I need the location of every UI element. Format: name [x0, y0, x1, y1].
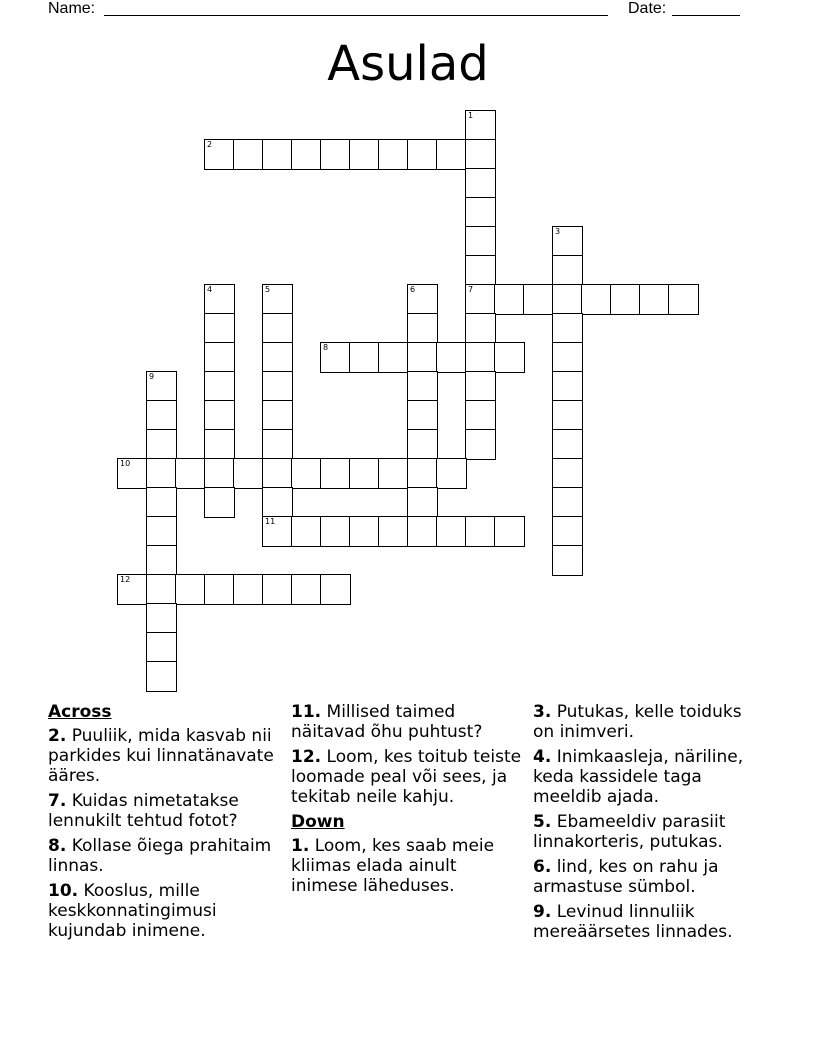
grid-cell[interactable]: [552, 342, 583, 373]
grid-cell[interactable]: [233, 574, 264, 605]
clue-number: 9.: [533, 902, 552, 922]
clue-down-5: [533, 812, 768, 852]
grid-cell[interactable]: [436, 139, 467, 170]
clues-column-2: [291, 702, 526, 901]
clue-number-label: 5: [265, 285, 271, 294]
clue-number-label: 4: [207, 285, 213, 294]
grid-cell[interactable]: [378, 139, 409, 170]
grid-cell[interactable]: [175, 458, 206, 489]
down-heading: Down: [291, 812, 345, 832]
grid-cell[interactable]: [146, 516, 177, 547]
grid-cell[interactable]: [349, 516, 380, 547]
grid-cell[interactable]: [262, 400, 293, 431]
clue-number: 10.: [48, 881, 79, 901]
grid-cell[interactable]: [552, 400, 583, 431]
grid-cell[interactable]: [233, 139, 264, 170]
grid-cell[interactable]: [378, 342, 409, 373]
grid-cell[interactable]: [262, 371, 293, 402]
grid-cell[interactable]: [146, 458, 177, 489]
clue-number: 12.: [291, 747, 322, 767]
grid-cell[interactable]: [349, 342, 380, 373]
grid-cell[interactable]: [175, 574, 206, 605]
grid-cell[interactable]: [320, 458, 351, 489]
grid-cell[interactable]: [291, 516, 322, 547]
grid-cell[interactable]: [204, 429, 235, 460]
name-label: Name:: [48, 0, 96, 17]
grid-cell[interactable]: [320, 139, 351, 170]
clue-number: 1.: [291, 836, 310, 856]
grid-cell[interactable]: [204, 342, 235, 373]
grid-cell[interactable]: [204, 284, 235, 315]
grid-cell[interactable]: [552, 487, 583, 518]
grid-cell[interactable]: [494, 516, 525, 547]
clue-number-label: 7: [468, 285, 474, 294]
grid-cell[interactable]: [465, 429, 496, 460]
grid-cell[interactable]: [436, 342, 467, 373]
grid-cell[interactable]: [204, 574, 235, 605]
grid-cell[interactable]: [291, 574, 322, 605]
grid-cell[interactable]: [552, 255, 583, 286]
grid-cell[interactable]: [146, 400, 177, 431]
grid-cell[interactable]: [146, 487, 177, 518]
grid-cell[interactable]: [262, 313, 293, 344]
clues-column-3: [533, 702, 768, 947]
grid-cell[interactable]: [378, 516, 409, 547]
clue-across-12: [291, 747, 526, 807]
grid-cell[interactable]: [291, 139, 322, 170]
grid-cell[interactable]: [552, 313, 583, 344]
grid-cell[interactable]: [146, 603, 177, 634]
grid-cell[interactable]: [465, 139, 496, 170]
grid-cell[interactable]: [436, 516, 467, 547]
clue-number: 4.: [533, 747, 552, 767]
grid-cell[interactable]: [204, 139, 235, 170]
date-label: Date:: [628, 0, 667, 17]
grid-cell[interactable]: [639, 284, 670, 315]
grid-cell[interactable]: [465, 400, 496, 431]
grid-cell[interactable]: [465, 371, 496, 402]
clue-text: Putukas, kelle toiduks on inimveri.: [533, 702, 742, 742]
clue-number-label: 3: [555, 227, 561, 236]
clue-number: 8.: [48, 836, 67, 856]
clue-number-label: 10: [120, 459, 131, 468]
clue-number-label: 2: [207, 140, 213, 149]
grid-cell[interactable]: [146, 661, 177, 692]
clue-number: 5.: [533, 812, 552, 832]
grid-cell[interactable]: [465, 110, 496, 141]
grid-cell[interactable]: [465, 168, 496, 199]
clue-down-3: [533, 702, 768, 742]
clue-down-4: [533, 747, 768, 807]
grid-cell[interactable]: [407, 487, 438, 518]
clues-column-1: [48, 702, 283, 946]
grid-cell[interactable]: [552, 458, 583, 489]
grid-cell[interactable]: [262, 516, 293, 547]
grid-cell[interactable]: [262, 429, 293, 460]
clue-text: Millised taimed näitavad õhu puhtust?: [291, 702, 483, 742]
clue-down-9: [533, 902, 768, 942]
grid-cell[interactable]: [407, 429, 438, 460]
grid-cell[interactable]: [668, 284, 699, 315]
clue-across-8: [48, 836, 283, 876]
grid-cell[interactable]: [349, 458, 380, 489]
grid-cell[interactable]: [552, 226, 583, 257]
grid-cell[interactable]: [262, 574, 293, 605]
grid-cell[interactable]: [465, 516, 496, 547]
clue-text: Kooslus, mille keskkonnatingimusi kujundab inimene.: [48, 881, 217, 941]
grid-cell[interactable]: [204, 400, 235, 431]
grid-cell[interactable]: [552, 516, 583, 547]
grid-cell[interactable]: [262, 342, 293, 373]
clue-number-label: 8: [323, 343, 329, 352]
grid-cell[interactable]: [465, 313, 496, 344]
grid-cell[interactable]: [146, 371, 177, 402]
grid-cell[interactable]: [465, 342, 496, 373]
grid-cell[interactable]: [465, 255, 496, 286]
grid-cell[interactable]: [465, 284, 496, 315]
grid-cell[interactable]: [204, 313, 235, 344]
grid-cell[interactable]: [349, 139, 380, 170]
grid-cell[interactable]: [436, 458, 467, 489]
grid-cell[interactable]: [407, 458, 438, 489]
grid-cell[interactable]: [320, 574, 351, 605]
clue-text: lind, kes on rahu ja armastuse sümbol.: [533, 857, 719, 897]
clue-number-label: 1: [468, 111, 474, 120]
grid-cell[interactable]: [146, 632, 177, 663]
clue-text: Kollase õiega prahitaim linnas.: [48, 836, 272, 876]
grid-cell[interactable]: [146, 545, 177, 576]
clue-text: Inimkaasleja, näriline, keda kassidele taga meeldib ajada.: [533, 747, 744, 807]
grid-cell[interactable]: [552, 429, 583, 460]
grid-cell[interactable]: [407, 342, 438, 373]
grid-cell[interactable]: [407, 313, 438, 344]
grid-cell[interactable]: [610, 284, 641, 315]
grid-cell[interactable]: [204, 371, 235, 402]
grid-cell[interactable]: [552, 371, 583, 402]
grid-cell[interactable]: [204, 487, 235, 518]
clue-across-11: [291, 702, 526, 742]
grid-cell[interactable]: [465, 226, 496, 257]
grid-cell[interactable]: [465, 197, 496, 228]
grid-cell[interactable]: [494, 284, 525, 315]
clue-number: 3.: [533, 702, 552, 722]
grid-cell[interactable]: [407, 139, 438, 170]
grid-cell[interactable]: [146, 429, 177, 460]
grid-cell[interactable]: [262, 284, 293, 315]
grid-cell[interactable]: [117, 574, 148, 605]
clue-number: 7.: [48, 791, 67, 811]
grid-cell[interactable]: [407, 400, 438, 431]
clue-text: Puuliik, mida kasvab nii parkides kui linnatänavate ääres.: [48, 726, 274, 786]
grid-cell[interactable]: [552, 545, 583, 576]
clue-text: Levinud linnuliik mereäärsetes linnades.: [533, 902, 733, 942]
clue-number-label: 6: [410, 285, 416, 294]
clue-number: 11.: [291, 702, 322, 722]
clue-number: 2.: [48, 726, 67, 746]
clue-text: Loom, kes toitub teiste loomade peal või sees, ja tekitab neile kahju.: [291, 747, 522, 807]
grid-cell[interactable]: [494, 342, 525, 373]
grid-cell[interactable]: [233, 458, 264, 489]
clue-number-label: 9: [149, 372, 155, 381]
page-title: Asulad: [327, 36, 489, 92]
clue-across-10: [48, 881, 283, 941]
grid-cell[interactable]: [117, 458, 148, 489]
clue-across-2: [48, 726, 283, 786]
clue-text: Loom, kes saab meie kliimas elada ainult inimese läheduses.: [291, 836, 495, 896]
clue-text: Kuidas nimetatakse lennukilt tehtud fotot?: [48, 791, 239, 831]
grid-cell[interactable]: [262, 487, 293, 518]
grid-cell[interactable]: [262, 458, 293, 489]
grid-cell[interactable]: [407, 516, 438, 547]
grid-cell[interactable]: [291, 458, 322, 489]
grid-cell[interactable]: [407, 371, 438, 402]
across-heading: Across: [48, 702, 112, 722]
grid-cell[interactable]: [204, 458, 235, 489]
clue-down-6: [533, 857, 768, 897]
grid-cell[interactable]: [378, 458, 409, 489]
clue-text: Ebameeldiv parasiit linnakorteris, putukas.: [533, 812, 726, 852]
grid-cell[interactable]: [320, 342, 351, 373]
clue-number-label: 12: [120, 575, 131, 584]
clue-number: 6.: [533, 857, 552, 877]
clue-down-1: [291, 836, 526, 896]
grid-cell[interactable]: [320, 516, 351, 547]
grid-cell[interactable]: [552, 284, 583, 315]
grid-cell[interactable]: [262, 139, 293, 170]
grid-cell[interactable]: [581, 284, 612, 315]
clue-number-label: 11: [265, 517, 276, 526]
grid-cell[interactable]: [146, 574, 177, 605]
clue-across-7: [48, 791, 283, 831]
grid-cell[interactable]: [523, 284, 554, 315]
grid-cell[interactable]: [407, 284, 438, 315]
